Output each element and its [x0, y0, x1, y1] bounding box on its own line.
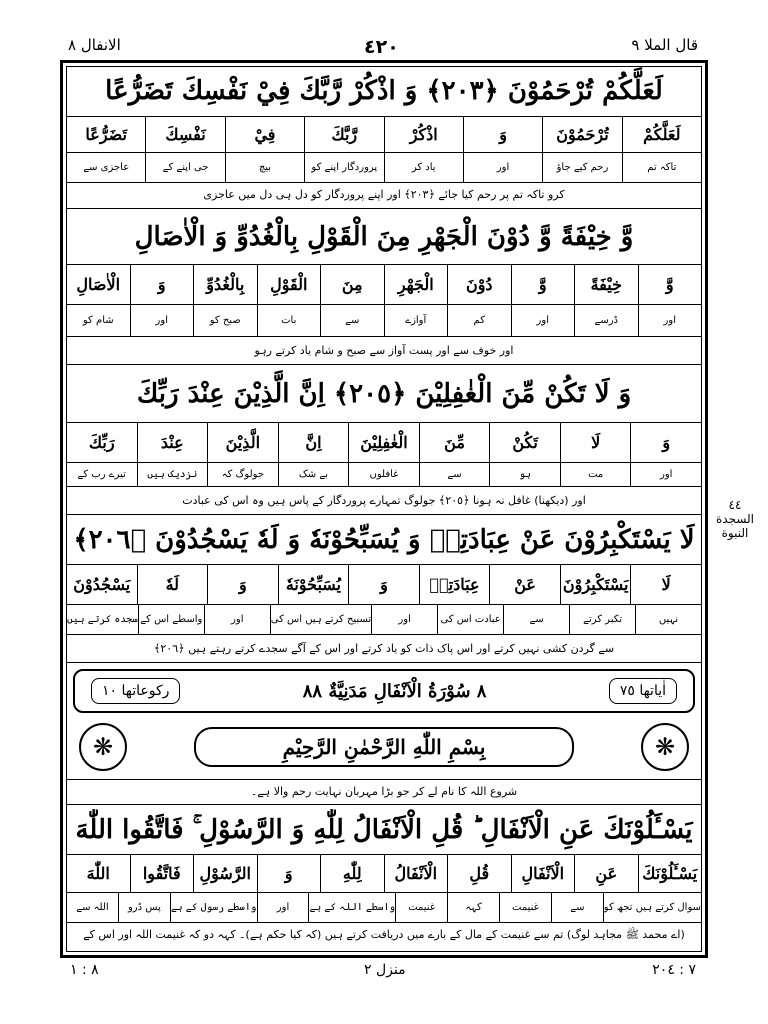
word-ar: لَهٗ: [137, 565, 208, 604]
word-ur: پس ڈرو: [118, 893, 170, 922]
bismillah-panel: [73, 719, 695, 775]
word-ur: غنیمت: [395, 893, 447, 922]
word-ur: تاکہ تم: [622, 153, 701, 182]
translation-line: اور خوف سے اور پست آواز سے صبح و شام یاد کرتے رہو: [67, 337, 701, 365]
word-ur: صبح کو: [193, 305, 257, 336]
word-ar: رَبِّكَ: [88, 433, 115, 452]
word-ur: اور: [257, 893, 309, 922]
word-ar: وَّ: [638, 265, 702, 304]
word-ur: ڈرسے: [574, 305, 638, 336]
word-ar: اِنَّ: [278, 423, 349, 462]
word-ar: عَنِ: [574, 855, 638, 892]
word-ar: وَ: [130, 265, 194, 304]
word-ar: الْاٰصَالِ: [76, 275, 121, 294]
translation-line: (اے محمد ﷺ مجاہد لوگ) تم سے غنیمت کے مال کے بارے میں دریافت کرتے ہیں (کہ کیا حکم ہے)۔ کہہ دو کہ غنیمت اللہ اور اس کے: [83, 928, 685, 941]
word-ar: الَّذِيْنَ: [207, 423, 278, 462]
margin-note-line: ٤٤: [728, 498, 742, 512]
word-ur: اور: [463, 153, 542, 182]
word-ur: بیچ: [225, 153, 304, 182]
word-ur: کہہ: [447, 893, 499, 922]
word-ar: عَنْ: [489, 565, 560, 604]
word-ur: اور: [511, 305, 575, 336]
word-ur: اور: [130, 305, 194, 336]
word-ar: اذْكُرْ: [384, 117, 463, 152]
word-ur: اور: [630, 463, 701, 486]
word-ur: سے: [320, 305, 384, 336]
word-ur: عبادت اس کی: [437, 605, 503, 634]
word-ur: تکبر کرتے: [569, 605, 635, 634]
margin-note-line: السجدة: [715, 512, 755, 526]
word-row-urdu: [67, 305, 701, 337]
word-ar: خِيْفَةً: [574, 265, 638, 304]
word-ur: بات: [257, 305, 321, 336]
word-ar: لَعَلَّكُمْ: [622, 117, 701, 152]
word-ur: واسطے اس کے: [138, 605, 204, 634]
word-ur: شام کو: [82, 315, 114, 326]
word-ar: الْجَهْرِ: [384, 265, 448, 304]
header-left: الانفال ٨: [68, 36, 121, 54]
word-ur: واسطے رسول کے ہے: [170, 893, 257, 922]
manzil-label: منزل ٢: [364, 962, 406, 978]
page-frame: [60, 60, 708, 958]
header-right: قال الملا ٩: [631, 36, 698, 54]
ornament-icon: ❋: [79, 723, 127, 771]
page-footer: [64, 962, 704, 986]
word-ur: جی اپنے کے: [145, 153, 224, 182]
word-ar: وَ: [630, 423, 701, 462]
word-ur: سوال کرتے ہیں تجھ کو: [603, 893, 701, 922]
word-ar: يَسْـَٔلُوْنَكَ: [638, 855, 702, 892]
word-ur: غافلوں: [348, 463, 419, 486]
word-ar: دُوْنَ: [447, 265, 511, 304]
translation-line: اور (دیکھنا) غافل نہ ہونا ﴿٢٠٥﴾ جولوگ تمہارے پروردگار کے پاس ہیں وہ اس کی عبادت: [67, 487, 701, 515]
word-ur: نہیں: [635, 605, 701, 634]
word-ar: رَّبَّكَ: [304, 117, 383, 152]
surah-title: ٨ سُوْرَةُ الْاَنْفَالِ مَدَنِيَّةٌ ٨٨: [302, 680, 487, 702]
ayat-count: اٰیاتھا ٧٥: [609, 678, 677, 704]
word-ar: تَكُنْ: [489, 423, 560, 462]
word-ur: رحم کیے جاؤ: [542, 153, 621, 182]
word-ur: غنیمت: [499, 893, 551, 922]
word-ar: وَ: [207, 565, 278, 604]
word-row-arabic: [67, 265, 701, 305]
word-ar: مِنَ: [320, 265, 384, 304]
word-row-urdu: [67, 463, 701, 487]
surah-header: [73, 669, 695, 713]
footer-right: ٧ : ٢٠٤: [652, 962, 696, 978]
word-ar: تُرْحَمُوْنَ: [542, 117, 621, 152]
word-ar: فَاتَّقُوا: [130, 855, 194, 892]
page-number: ٤٢٠: [364, 36, 399, 58]
word-ur: مت: [560, 463, 631, 486]
word-ar: بِالْغُدُوِّ: [193, 265, 257, 304]
ayah-line: يَسْـَٔلُوْنَكَ عَنِ الْاَنْفَالِ ؕ قُلِ الْاَنْفَالُ لِلّٰهِ وَ الرَّسُوْلِ ۚ فَاتَّقُوا اللّٰهَ: [67, 805, 701, 855]
word-ar: مِّنَ: [419, 423, 490, 462]
ayah-line: وَّ خِيْفَةً وَّ دُوْنَ الْجَهْرِ مِنَ الْقَوْلِ بِالْغُدُوِّ وَ الْاٰصَالِ: [67, 209, 701, 265]
word-ar: لِلّٰهِ: [320, 855, 384, 892]
word-row-urdu: [67, 153, 701, 183]
word-ar: وَ: [257, 855, 321, 892]
ayah-line: لَعَلَّكُمْ تُرْحَمُوْنَ ﴿٢٠٣﴾ وَ اذْكُرْ رَّبَّكَ فِيْ نَفْسِكَ تَضَرُّعًا: [67, 67, 701, 117]
word-ur: جولوگ کہ: [207, 463, 278, 486]
word-ur: واسطے اللہ کے ہے: [308, 893, 395, 922]
margin-note: [710, 498, 760, 540]
word-ur: کم: [447, 305, 511, 336]
word-ar: عِنْدَ: [137, 423, 208, 462]
translation-line: سے گردن کشی نہیں کرتے اور اس پاک ذات کو یاد کرتے اور اس کے آگے سجدے کرتے رہتے ہیں ﴿٢٠٦﴾: [67, 635, 701, 663]
translation-line: کرو تاکہ تم پر رحم کیا جائے ﴿٢٠٣﴾ اور اپنے پروردگار کو دل ہی دل میں عاجزی: [67, 183, 701, 209]
word-ar: يَسْتَكْبِرُوْنَ: [560, 565, 631, 604]
word-ar: قُلِ: [447, 855, 511, 892]
word-ar: نَفْسِكَ: [145, 117, 224, 152]
word-ur: اور: [371, 605, 437, 634]
word-ur: بے شک: [278, 463, 349, 486]
word-ar: الْاَنْفَالِ: [511, 855, 575, 892]
word-ur: تیرے رب کے: [77, 469, 126, 480]
margin-note-line: النبوة: [721, 526, 749, 540]
word-row-arabic: [67, 855, 701, 893]
word-ar: وَ: [463, 117, 542, 152]
word-ar: وَّ: [511, 265, 575, 304]
ornament-icon: ❋: [641, 723, 689, 771]
word-ur: پروردگار اپنے کو: [304, 153, 383, 182]
word-ar: الْغٰفِلِيْنَ: [348, 423, 419, 462]
word-ar: لَا: [630, 565, 701, 604]
word-ur: آوازے: [384, 305, 448, 336]
word-ur: اللہ سے: [76, 902, 109, 913]
ayah-line: وَ لَا تَكُنْ مِّنَ الْغٰفِلِيْنَ ﴿٢٠٥﴾ اِنَّ الَّذِيْنَ عِنْدَ رَبِّكَ: [67, 365, 701, 423]
word-ur: ہو: [489, 463, 560, 486]
word-row-arabic: [67, 423, 701, 463]
word-ar: اللّٰهَ: [86, 864, 110, 883]
word-ar: الرَّسُوْلِ: [193, 855, 257, 892]
word-ur: سے: [551, 893, 603, 922]
word-ar: فِيْ: [225, 117, 304, 152]
word-ar: لَا: [560, 423, 631, 462]
word-ar: وَ: [348, 565, 419, 604]
word-ar: الْاَنْفَالُ: [384, 855, 448, 892]
word-ur: سجدہ کرتے ہیں: [67, 614, 138, 625]
word-ur: اور: [204, 605, 270, 634]
page-content: [66, 66, 702, 952]
ayah-line: لَا يَسْتَكْبِرُوْنَ عَنْ عِبَادَتِهٖ وَ يُسَبِّحُوْنَهٗ وَ لَهٗ يَسْجُدُوْنَ ﴿٢٠٦﴾: [67, 515, 701, 565]
word-ur: تسبیح کرتے ہیں اس کی: [270, 605, 371, 634]
word-ar: يَسْجُدُوْنَ: [73, 575, 131, 594]
word-ar: عِبَادَتِهٖ: [419, 565, 490, 604]
word-ur: یاد کر: [384, 153, 463, 182]
word-row-urdu: [67, 893, 701, 923]
bismillah-translation: شروع اللہ کا نام لے کر جو بڑا مہربان نہایت رحم والا ہے۔: [67, 779, 701, 805]
word-row-arabic: [67, 117, 701, 153]
word-ar: يُسَبِّحُوْنَهٗ: [278, 565, 349, 604]
bismillah: بِسْمِ اللّٰهِ الرَّحْمٰنِ الرَّحِيْمِ: [194, 727, 574, 767]
word-ur: سے: [419, 463, 490, 486]
word-row-arabic: [67, 565, 701, 605]
word-row-urdu: [67, 605, 701, 635]
word-ar: الْقَوْلِ: [257, 265, 321, 304]
word-ur: سے: [503, 605, 569, 634]
word-ur: نزدیک ہیں: [137, 463, 208, 486]
ruku-count: رکوعاتھا ١٠: [91, 678, 180, 704]
page-header: [64, 36, 704, 58]
word-ur: عاجزی سے: [83, 162, 130, 173]
word-ar: تَضَرُّعًا: [85, 125, 127, 144]
word-ur: اور: [638, 305, 702, 336]
footer-left: ٨ : ١: [70, 962, 99, 978]
